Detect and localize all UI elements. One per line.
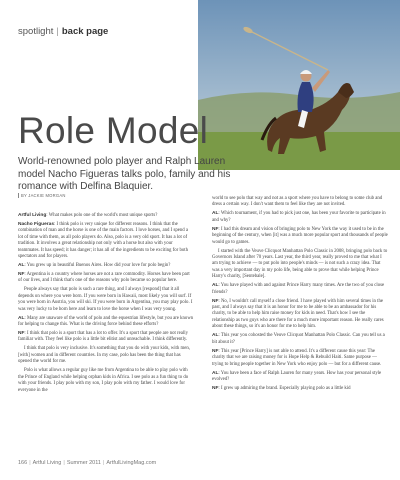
paragraph-text: : I grew up admiring the brand. Especially playing polo as a little kid	[218, 385, 351, 391]
article-byline	[18, 193, 66, 198]
article-paragraph	[212, 283, 388, 296]
question-speaker: AL	[18, 315, 25, 321]
article-paragraph	[18, 222, 194, 260]
paragraph-text: : No, I wouldn't call myself a close friend. I have played with him several times in the past, and I always say that it is an honor for me to be able to be an ambassador for his charity, to be able to help him raise money for kids in need. That's how I see the relationship as two guys who are there for a much more important reason. He really cares about these things, so it's an honor for me to help him.	[212, 298, 384, 330]
footer-separator: |	[102, 460, 105, 466]
question-speaker: Artful Living	[18, 213, 47, 218]
answer-speaker: NF	[212, 298, 219, 304]
issue-date: Summer 2011	[66, 460, 101, 466]
answer-speaker: NF	[212, 348, 219, 354]
article-paragraph	[212, 371, 388, 384]
article-paragraph	[212, 299, 388, 331]
paragraph-text: : What makes polo one of the world's most unique sports?	[46, 213, 158, 218]
subsection-label: back page	[61, 26, 109, 37]
paragraph-text: : This year you cohosted the Veuve Clicquot Manhattan Polo Classic. Can you tell us a bit about it?	[212, 333, 385, 345]
answer-speaker: NF	[18, 272, 25, 278]
paragraph-text: I started with the Veuve Clicquot Manhattan Polo Classic in 2008, bringing polo back to Governors Island after 70 years. Last year, the third year, really proved to me that what I am trying to achieve — to put polo into people's minds — is not such a crazy idea. That was a very important day in my polo life, being able to prove that while helping Prince Harry's charity, [Sentebale].	[212, 248, 388, 280]
paragraph-text: I think that polo is very inclusive. It's something that you do with your kids, with men, [with] women and in different countries. In my case, polo has been the thing that has opened the world for me.	[18, 346, 190, 365]
paragraph-text: : Many are unaware of the world of polo and the equestrian lifestyle, but you are known for helping to change this. What is the driving force behind these efforts?	[18, 315, 194, 328]
article-paragraph	[212, 349, 388, 368]
question-speaker: AL	[212, 333, 219, 339]
paragraph-text: : You have been a face of Ralph Lauren for many years. How has your personal style evolved?	[212, 370, 382, 382]
paragraph-text: People always say that polo is such a rare thing, and I always [respond] that it all depends on where you were born. If you were born in Hawaii, most likely you will surf. If you were born in Austria, you will ski. If you were born in Argentina, you may play polo. I was very lucky to be born here and learn to love the horse when I was very young.	[18, 287, 193, 312]
article-paragraph	[212, 196, 388, 209]
article-paragraph	[212, 333, 388, 346]
answer-speaker: NF	[212, 226, 219, 232]
paragraph-text: : You have played with and against Prince Harry many times. Are the two of you close friends?	[212, 283, 385, 295]
section-label: spotlight	[18, 26, 54, 37]
article-paragraph	[18, 316, 194, 329]
paragraph-text: : This year [Prince Harry] is not able to attend. It's a different cause this year: The charity that we are raising money for is Hope Help & Rebuild Haiti. Same purpose — trying to bring people together in New York who enjoy polo — but for a different cause.	[212, 348, 382, 367]
article-paragraph	[212, 211, 388, 224]
publication-name: Artful Living	[32, 460, 62, 466]
page-footer	[18, 460, 156, 466]
article-column-left	[18, 213, 194, 397]
question-speaker: AL	[18, 263, 25, 269]
paragraph-text: world to see polo that way and not as a sport where you have to belong to some club and dress a certain way. I don't want them to feel like they are not invited.	[212, 196, 383, 208]
article-paragraph	[212, 227, 388, 246]
answer-speaker: NF	[18, 331, 25, 337]
article-title: Role Model	[18, 110, 209, 151]
article-paragraph	[212, 249, 388, 281]
paragraph-text: : I had this dream and vision of bringing polo to New York the way it used to be in the beginning of the century, when [it] was a much more popular sport and thousands of people would go to games.	[212, 226, 388, 245]
answer-speaker: Nacho Figueras	[18, 222, 54, 227]
article-paragraph	[212, 386, 388, 392]
article-paragraph	[18, 272, 194, 285]
question-speaker: AL	[212, 283, 219, 289]
paragraph-text: : Argentina is a country where horses are not a rare commodity. Horses have been part of our lives, and I think that's one of the reasons why polo became so popular here.	[18, 272, 190, 284]
footer-separator: |	[29, 460, 31, 466]
article-paragraph	[18, 331, 194, 344]
paragraph-text: : You grew up in beautiful Buenos Aires. How did your love for polo begin?	[24, 263, 171, 269]
question-speaker: AL	[212, 211, 219, 217]
paragraph-text: : Which tournament, if you had to pick just one, has been your favorite to participate in and why?	[212, 211, 386, 223]
page-header	[18, 26, 108, 37]
byline-bar	[18, 193, 19, 198]
article-paragraph	[18, 368, 194, 394]
article-subtitle: World-renowned polo player and Ralph Lauren model Nacho Figueras talks polo, family and his romance with Delfina Blaquier.	[18, 156, 231, 192]
footer-separator: |	[63, 460, 65, 466]
article-paragraph	[18, 263, 194, 269]
paragraph-text: Polo is what allows a regular guy like me from Argentina to be able to play polo with the Prince of England while helping orphan kids in Africa. I see polo as a fun thing to do with your friends. I play polo with my son, I play polo with my father. I would love for everyone in the	[18, 368, 189, 393]
article-paragraph	[18, 213, 194, 219]
page-number: 166	[18, 460, 28, 466]
byline-text: BY JACKIE MORGAN	[21, 193, 66, 198]
website-link[interactable]: ArtfulLivingMag.com	[106, 460, 157, 466]
question-speaker: AL	[212, 370, 219, 376]
answer-speaker: NF	[212, 385, 219, 391]
article-paragraph	[18, 346, 194, 365]
paragraph-text: : I think that polo is a sport that has a lot to offer. It's a sport that people are not really familiar with. They feel like polo is a little bit elitist and unreachable. I think differently.	[18, 331, 188, 343]
article-column-right	[212, 196, 388, 395]
article-paragraph	[18, 287, 194, 313]
paragraph-text: : I think polo is very unique for different reasons. I think that the combination of man and the horse is one of the main factors. I love horses, and I spend a lot of time with them, as all polo players do. Also, polo is a very old sport. It has a lot of tradition. It involves a great relationship not only with a horse but also with your teammates. It has speed; it has danger; it has all of the ingredients to be exciting for both spectators and for players.	[18, 222, 188, 260]
header-separator: |	[56, 26, 59, 37]
